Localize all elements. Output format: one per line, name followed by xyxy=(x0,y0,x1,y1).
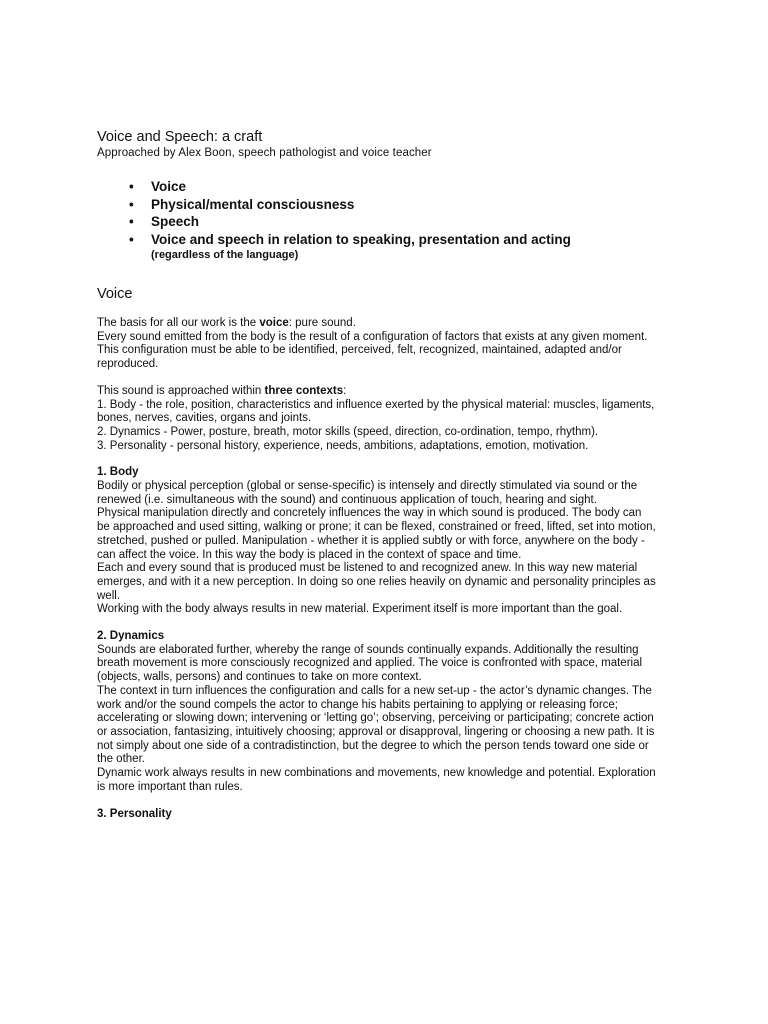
bullet-label: Physical/mental consciousness xyxy=(151,196,355,212)
context-item-dynamics: 2. Dynamics - Power, posture, breath, motor skills (speed, direction, co-ordination, tempo, rhythm). xyxy=(97,425,599,438)
bullet-item-voice xyxy=(129,178,657,196)
section-heading-voice: Voice xyxy=(97,286,133,302)
document-subtitle: Approached by Alex Boon, speech pathologist and voice teacher xyxy=(97,147,432,159)
body-section xyxy=(97,466,657,617)
bullet-item-voice-and-speech xyxy=(129,231,657,263)
voice-intro-paragraph: Every sound emitted from the body is the result of a configuration of factors that exists at any given moment. This configuration must be able to be identified, perceived, felt, recognized, maintained, adapted and/or reproduced. xyxy=(97,330,648,371)
topic-bullet-list xyxy=(97,178,657,262)
text-run: : xyxy=(343,384,347,397)
dynamics-paragraph: The context in turn influences the configuration and calls for a new set-up - the actor’s dynamic changes. The work and/or the sound compels the actor to change his habits pertaining to applying or releasing force; accelerating or slowing down; intervening or ‘letting go’; observing, perceiving or participating; concrete action or association, fantasizing, intuitively choosing; approval or disapproval, lingering or choosing a new path. It is not simply about one side of a contradistinction, but the degree to which the person tends toward one side or the other. xyxy=(97,684,655,766)
emphasis-voice: voice xyxy=(259,317,289,329)
three-contexts-lead xyxy=(97,385,657,399)
bullet-label: Voice xyxy=(151,179,187,194)
dynamics-section xyxy=(97,630,657,794)
bullet-icon: • xyxy=(129,179,134,194)
voice-intro xyxy=(97,317,657,372)
section-heading-body: 1. Body xyxy=(97,466,139,479)
body-paragraph: Each and every sound that is produced must be listened to and recognized anew. In this way new material emerges, and with it a new perception. In doing so one relies heavily on dynamic and personality principles as well. xyxy=(97,562,656,602)
body-paragraph: Physical manipulation directly and concretely influences the way in which sound is produced. The body can be approached and used sitting, walking or prone; it can be flexed, constrained or freed, lifted, set into motion, stretched, pushed or pulled. Manipulation - whether it is applied subtly or with force, anywhere on the body - can affect the voice. In this way the body is placed in the context of space and time. xyxy=(97,507,656,561)
context-item-body: 1. Body - the role, position, characteristics and influence exerted by the physical material: muscles, ligaments, bones, nerves, cavities, organs and joints. xyxy=(97,398,655,425)
context-item-personality: 3. Personality - personal history, experience, needs, ambitions, adaptations, emotion, motivation. xyxy=(97,439,589,452)
text-run: : pure sound. xyxy=(288,317,356,329)
personality-section xyxy=(97,808,657,822)
body-paragraph: Bodily or physical perception (global or sense-specific) is intensely and directly stimulated via sound or the renewed (i.e. simultaneous with the sound) and continuous application of touch, hearing and sight. xyxy=(97,480,638,506)
text-run: The basis for all our work is the xyxy=(97,317,260,329)
emphasis-three-contexts: three contexts xyxy=(264,384,344,397)
bullet-item-consciousness xyxy=(129,196,657,214)
bullet-label: Voice and speech in relation to speaking, presentation and acting xyxy=(151,231,571,247)
body-paragraph: Working with the body always results in new material. Experiment itself is more important than the goal. xyxy=(97,603,623,616)
section-heading-dynamics: 2. Dynamics xyxy=(97,630,165,643)
bullet-icon: • xyxy=(129,231,134,247)
bullet-item-speech xyxy=(129,213,657,231)
bullet-icon: • xyxy=(129,196,134,212)
dynamics-paragraph: Dynamic work always results in new combinations and movements, new knowledge and potential. Exploration is more important than rules. xyxy=(97,767,656,793)
three-contexts-block xyxy=(97,385,657,454)
document-title: Voice and Speech: a craft xyxy=(97,129,263,145)
bullet-label: Speech xyxy=(151,214,200,229)
text-run: This sound is approached within xyxy=(97,384,265,397)
bullet-note: (regardless of the language) xyxy=(151,249,299,261)
section-heading-personality: 3. Personality xyxy=(97,807,172,820)
bullet-icon: • xyxy=(129,214,134,229)
voice-intro-line xyxy=(97,317,657,331)
dynamics-paragraph: Sounds are elaborated further, whereby the range of sounds continually expands. Additionally the resulting breath movement is more consciously recognized and applied. The voice is confronted with space, material (objects, walls, persons) and continues to take on more context. xyxy=(97,643,643,684)
document-page xyxy=(97,129,657,821)
